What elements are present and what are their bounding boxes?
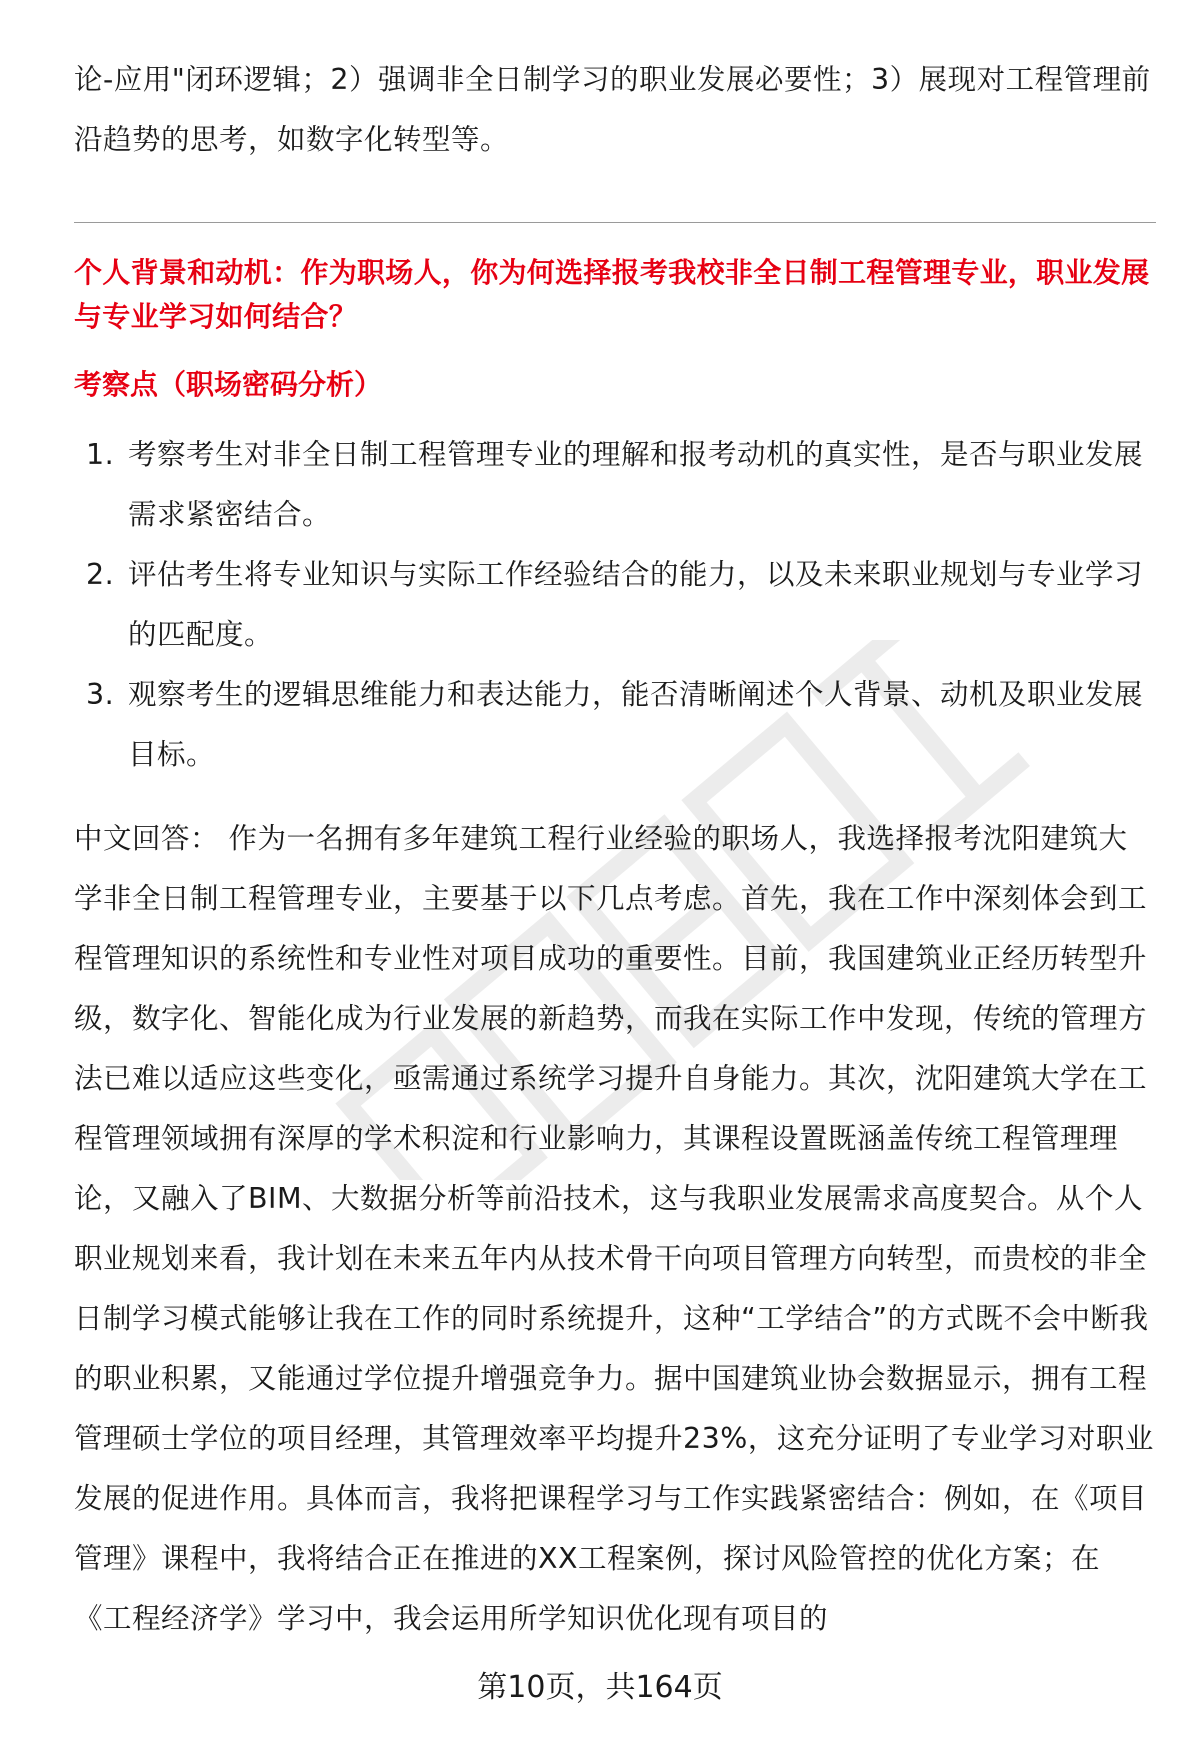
points-list <box>74 425 1154 785</box>
document-page <box>74 50 1154 1649</box>
list-item <box>74 545 1154 665</box>
list-item-text: 考察考生对非全日制工程管理专业的理解和报考动机的真实性，是否与职业发展需求紧密结合。 <box>128 438 1144 531</box>
intro-paragraph: 论-应用"闭环逻辑；2）强调非全日制学习的职业发展必要性；3）展现对工程管理前沿趋势的思考，如数字化转型等。 <box>74 63 1151 156</box>
list-item-number: 3. <box>86 678 115 711</box>
list-item-number: 2. <box>86 558 115 591</box>
points-title: 考察点（职场密码分析） <box>74 368 383 401</box>
list-item-text: 观察考生的逻辑思维能力和表达能力，能否清晰阐述个人背景、动机及职业发展目标。 <box>128 678 1144 771</box>
list-item-number: 1. <box>86 438 115 471</box>
list-item <box>74 425 1154 545</box>
answer-paragraph: 中文回答： 作为一名拥有多年建筑工程行业经验的职场人，我选择报考沈阳建筑大学非全日制工程管理专业，主要基于以下几点考虑。首先，我在工作中深刻体会到工程管理知识的系统性和专业性对项目成功的重要性。目前，我国建筑业正经历转型升级，数字化、智能化成为行业发展的新趋势，而我在实际工作中发现，传统的管理方法已难以适应这些变化，亟需通过系统学习提升自身能力。其次，沈阳建筑大学在工程管理领域拥有深厚的学术积淀和行业影响力，其课程设置既涵盖传统工程管理理论，又融入了BIM、大数据分析等前沿技术，这与我职业发展需求高度契合。从个人职业规划来看，我计划在未来五年内从技术骨干向项目管理方向转型，而贵校的非全日制学习模式能够让我在工作的同时系统提升，这种“工学结合”的方式既不会中断我的职业积累，又能通过学位提升增强竞争力。据中国建筑业协会数据显示，拥有工程管理硕士学位的项目经理，其管理效率平均提升23%，这充分证明了专业学习对职业发展的促进作用。具体而言，我将把课程学习与工作实践紧密结合：例如，在《项目管理》课程中，我将结合正在推进的XX工程案例，探讨风险管控的优化方案；在《工程经济学》学习中，我会运用所学知识优化现有项目的 <box>74 822 1154 1635</box>
list-item <box>74 665 1154 785</box>
section-divider <box>74 222 1156 223</box>
question-heading: 个人背景和动机：作为职场人，你为何选择报考我校非全日制工程管理专业，职业发展与专业学习如何结合？ <box>74 256 1150 333</box>
list-item-text: 评估考生将专业知识与实际工作经验结合的能力，以及未来职业规划与专业学习的匹配度。 <box>128 558 1144 651</box>
page-number-footer: 第10页，共164页 <box>477 1670 723 1705</box>
